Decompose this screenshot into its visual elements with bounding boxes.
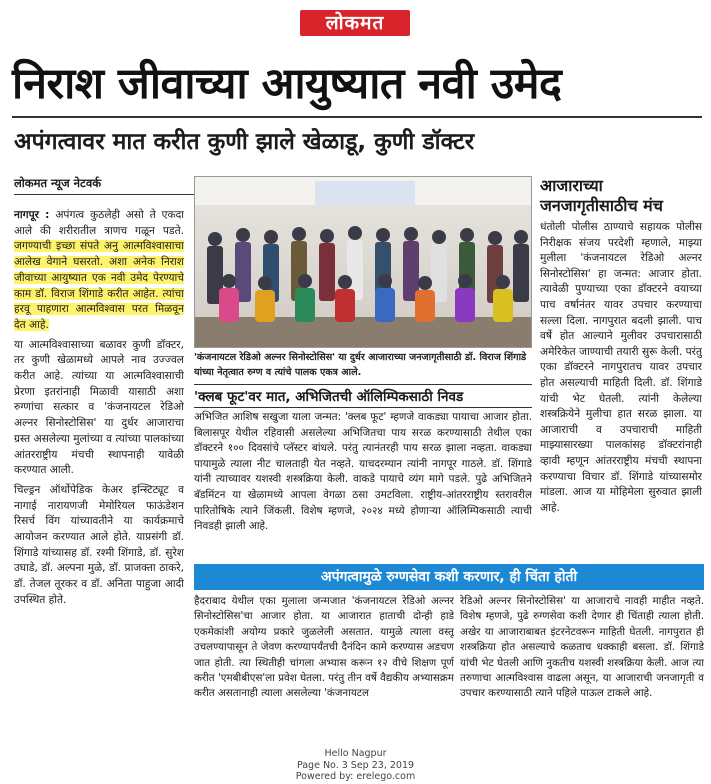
lokmat-logo: लोकमत — [300, 10, 410, 36]
club-foot-heading: 'क्लब फूट'वर मात, अभिजितची ऑलिम्पिकसाठी निवड — [194, 384, 532, 408]
band-column-2: रेडिओ अल्नर सिनोस्टोसिस' या आजाराचे नावही माहीत नव्हते. विशेष म्हणजे, पुढे रुग्णसेवा कशी देणार ही चिंताही त्याला होती. अखेर या आजाराबाबत इंटरनेटवरून माहिती घेतली. नागपुरात ही शस्त्रक्रिया होत असल्याचे कळताच धक्काही बसला. डॉ. शिंगाडे यांची भेट घेतली आणि नुकतीच यशस्वी शस्त्रक्रिया केली. आज त्या तरुणाचा आत्मविश्वास वाढला असून, या आजाराची जनजागृती व उपचार करण्यासाठी त्याने पहिले पाऊल टाकले आहे. — [460, 595, 704, 700]
band-column-1: हैदराबाद येथील एका मुलाला जन्मजात 'कंजनायटल रेडिओ अल्नर सिनोस्टोसिस'चा आजार होता. या आजारात हाताची दोन्ही हाडे एकमेकांशी अयोग्य प्रकारे जुळलेली असतात. यामुळे त्याला वस्तू उचलण्यापासून ते जेवण करण्यापर्यंतची दैनंदिन कामे करण्यास अडचण जात होती. त्या स्थितीही चांगला अभ्यास करून १२ वीचे शिक्षण पूर्ण करीत 'एमबीबीएस'ला प्रवेश घेतला. परंतु तीन वर्षे वैद्यकीय अभ्यासक्रम करीत असतानाही त्याला असलेल्या 'कंजनायटल — [194, 595, 454, 700]
subheadline: अपंगत्वावर मात करीत कुणी झाले खेळाडू, कुणी डॉक्टर — [14, 129, 475, 155]
lead-column — [14, 208, 184, 738]
body-paragraph: या आत्मविश्वासाच्या बळावर कुणी डॉक्टर, तर कुणी खेळामध्ये आपले नाव उज्ज्वल करीत आहे. त्यांच्या या आत्मविश्वासाची प्रेरणा इतरांनाही मिळावी यासाठी अशा रुग्णांचा सत्कार व 'कंजनायटल रेडिओ अल्नर सिनोस्टोसिस' या दुर्धर आजाराचा ग्रस्त असलेल्या मुलांच्या व त्यांच्या पालकांच्या आंतरराष्ट्रीय मंचची स्थापनाही यावेळी करण्यात आली. — [14, 338, 184, 477]
masthead — [0, 0, 711, 48]
byline: लोकमत न्यूज नेटवर्क — [14, 176, 194, 195]
club-foot-body: अभिजित आशिष सखुजा याला जन्मत: 'क्लब फूट' म्हणजे वाकड्या पायाचा आजार होता. बिलासपूर येथील रहिवासी असलेल्या अभिजितचा पाय सरळ करण्यासाठी तेथील एका डॉक्टरने १०० दिवसांचे प्लॅस्टर बांधले. परंतु त्यानंतरही पाय सरळ झाला नव्हता. वाकड्या पायामुळे त्याला नीट चालताही येत नव्हते. याचदरम्यान त्यांनी नागपूर गाठले. डॉ. शिंगाडे यांनी त्याच्यावर यशस्वी शस्त्रक्रिया केली. वाकडे पायाचे व्यंग मागे पडले. पुढे अभिजितने बॅडमिंटन या खेळामध्ये आपला वेगळा ठसा उमटविला. राष्ट्रीय-आंतरराष्ट्रीय स्तरावरील पारितोषिके त्याने जिंकली. विशेष म्हणजे, २०२४ मध्ये होणाऱ्या ऑलिम्पिकसाठी त्याची निवडही झाली आहे. — [194, 411, 532, 533]
group-photo — [194, 176, 532, 348]
section-band: अपंगत्वामुळे रुग्णसेवा कशी करणार, ही चिंता होती — [194, 564, 704, 590]
page-info: Page No. 3 Sep 23, 2019 — [296, 759, 415, 771]
lead-paragraph — [14, 208, 184, 334]
edition-name: Hello Nagpur — [324, 748, 387, 759]
powered-by-link[interactable]: Powered by: erelego.com — [295, 771, 416, 782]
headline: निराश जीवाच्या आयुष्यात नवी उमेद — [12, 59, 562, 109]
group-photo-icon — [195, 177, 532, 348]
divider — [12, 116, 702, 118]
awareness-heading: आजाराच्या जनजागृतीसाठीच मंच — [540, 176, 663, 215]
awareness-body: धंतोली पोलीस ठाण्याचे सहायक पोलीस निरीक्षक संजय परदेशी म्हणाले, माझ्या मुलीला 'कंजनायटल रेडिओ अल्नर सिनोस्टोसिस' हा जन्मत: आजार होता. त्यावेळी पुण्याच्या एका डॉक्टरने वयाच्या पाच वर्षानंतर यावर उपचार करण्याचा सल्ला दिला. नागपुरात बदली झाली. पाच वर्षे होत आल्याने मुलीवर उपचारासाठी अमेरिकेत जाण्याची तयारी सुरू केली. परंतु एका डॉक्टरने नागपुरातच यावर उपचार होत असल्याची माहिती दिली. डॉ. शिंगाडे यांची भेट घेतली. त्यांनी केलेल्या शस्त्रक्रियेने मुलीचा हात सरळ झाला. या आजाराची व उपचाराची माहिती माझ्यासारख्या पालकांसह डॉक्टरांनाही व्हावी म्हणून आंतरराष्ट्रीय मंचची स्थापना करण्याचा विचार डॉ. शिंगाडे यांच्यासमोर मांडला. आज या मोहिमेला सुरुवात झाली आहे. — [540, 221, 702, 514]
page-footer — [0, 748, 711, 783]
highlighted-text: जगण्याची इच्छा संपते अनु आत्मविश्वासाचा आलेख वेगाने घसरतो. अशा अनेक निराश जीवाच्या आयुष्यात एक नवी उमेद पेरण्याचे काम डॉ. विराज शिंगाडे करीत आहेत. त्यांचा हरवू पाहणारा आत्मविश्वास परत मिळवून देत आहे. — [14, 240, 184, 331]
photo-caption: 'कंजनायटल रेडिओ अल्नर सिनोस्टोसिस' या दुर्धर आजाराच्या जनजागृतीसाठी डॉ. विराज शिंगाडे यांच्या नेतृत्वात रुग्ण व त्यांचे पालक एकत्र आले. — [194, 352, 527, 378]
body-paragraph: चिल्ड्रन ऑर्थोपेडिक केअर इन्स्टिट्यूट व नागाई नारायणजी मेमोरियल फाऊंडेशन रिसर्च विंग यांच्यावतीने या कार्यक्रमाचे आयोजन करण्यात आले होते. याप्रसंगी डॉ. शिंगाडे यांच्यासह डॉ. रश्मी शिंगाडे, डॉ. सुरेश उघाडे, डॉ. अल्पना मुळे, डॉ. प्राजक्ता ठाकरे, डॉ. तेजल तूरकर व डॉ. अनिता पाहुजा आदी उपस्थित होते. — [14, 483, 184, 606]
lead-intro: अपंगत्व कुठलेही असो ते एकदा आले की शरीरातील त्राणच गळून पडते. — [14, 209, 184, 237]
dateline-place: नागपूर : — [14, 209, 50, 221]
